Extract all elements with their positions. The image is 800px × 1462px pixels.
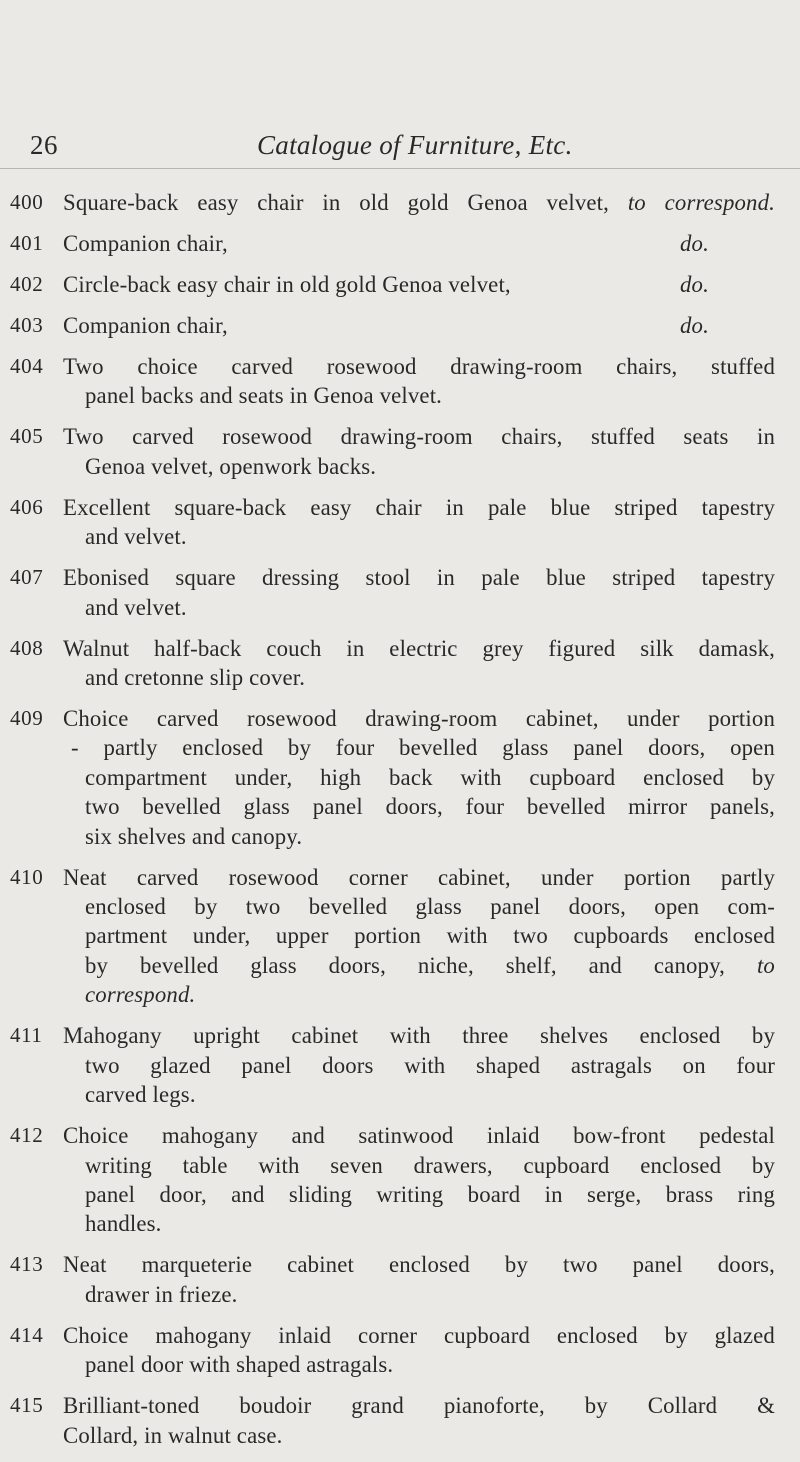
lot-entry [0,1250,800,1309]
lot-list [0,188,800,1462]
ditto-mark: do. [680,272,709,297]
lot-description [63,1121,775,1239]
lot-entry [0,188,800,217]
lot-description [63,422,775,481]
lot-number: 409 [10,706,44,731]
lot-description [63,1321,775,1380]
lot-text-continued: handles. [85,1211,162,1237]
lot-description [63,1250,775,1309]
lot-text-continued: - partly enclosed by four bevelled glass panel doors, open [71,735,775,761]
lot-number: 415 [10,1393,44,1418]
lot-text-continued: and velvet. [85,594,187,620]
lot-description [63,863,775,1010]
lot-text: Two choice carved rosewood drawing-room chairs, stuffed [63,354,775,379]
lot-entry [0,863,800,1010]
lot-text-continued [63,980,775,1009]
lot-number: 401 [10,231,44,255]
lot-text-continued: two bevelled glass panel doors, four bevelled mirror panels, [85,794,775,820]
lot-description [63,563,775,622]
lot-description [63,352,775,411]
lot-description [63,634,775,693]
lot-text-continued: panel door, and sliding writing board in serge, brass ring [85,1181,775,1207]
lot-entry [0,352,800,411]
lot-text-continued: and cretonne slip cover. [85,665,306,691]
lot-number: 404 [10,354,44,378]
lot-number: 402 [10,272,44,296]
lot-text-continued [63,951,775,980]
lot-text: Two carved rosewood drawing-room chairs, stuffed seats in [63,424,775,450]
lot-text-continued: carved legs. [85,1082,196,1108]
lot-text: Choice carved rosewood drawing-room cabinet, under portion [63,706,775,732]
lot-description [63,188,775,217]
lot-entry [0,563,800,622]
lot-entry [0,634,800,693]
lot-entry [0,270,800,299]
running-title: Catalogue of Furniture, Etc. [257,130,573,160]
lot-text-continued: enclosed by two bevelled glass panel doors, open com- [85,894,775,920]
lot-text: Choice mahogany inlaid corner cupboard enclosed by glazed [63,1322,775,1348]
header-rule [0,168,800,169]
lot-text: Mahogany upright cabinet with three shelves enclosed by [63,1023,775,1049]
lot-text: Neat marqueterie cabinet enclosed by two panel doors, [63,1252,775,1278]
lot-text-continued: and velvet. [85,524,187,550]
lot-description [63,229,775,258]
lot-entry [0,1021,800,1109]
lot-number: 412 [10,1123,44,1148]
lot-text-continued: panel door with shaped astragals. [85,1352,394,1378]
lot-number: 414 [10,1322,44,1347]
lot-description [63,311,775,340]
page-number: 26 [30,130,58,160]
lot-entry [0,704,800,851]
lot-text-continued: compartment under, high back with cupboard enclosed by [85,764,775,790]
lot-description [63,270,775,299]
lot-text: Companion chair, [63,313,228,338]
lot-entry [0,422,800,481]
page-header [0,130,800,170]
lot-description [63,704,775,851]
lot-text-fragment: by bevelled glass doors, niche, shelf, and canopy, [85,952,726,978]
lot-text-continued: drawer in frieze. [85,1281,238,1307]
lot-entry [0,1321,800,1380]
lot-number: 408 [10,635,44,660]
lot-note: correspond. [85,982,196,1008]
lot-text: Choice mahogany and satinwood inlaid bow-front pedestal [63,1123,775,1149]
lot-text: Companion chair, [63,231,228,256]
lot-entry [0,493,800,552]
lot-text-continued: Collard, in walnut case. [63,1422,283,1448]
lot-text: Neat carved rosewood corner cabinet, under portion partly [63,864,775,890]
lot-number: 400 [10,190,44,214]
lot-text-continued: writing table with seven drawers, cupboard enclosed by [85,1152,775,1178]
lot-note: to [756,952,775,978]
lot-text: Brilliant-toned boudoir grand pianoforte, by Collard & [63,1393,775,1419]
ditto-mark: do. [680,313,709,338]
lot-description [63,1021,775,1109]
lot-entry [0,1391,800,1450]
lot-text-continued: partment under, upper portion with two cupboards enclosed [85,923,775,949]
lot-description [63,493,775,552]
lot-text: Ebonised square dressing stool in pale blue striped tapestry [63,565,775,591]
lot-text: Circle-back easy chair in old gold Genoa velvet, [63,272,511,297]
lot-number: 406 [10,494,44,519]
lot-text: Walnut half-back couch in electric grey figured silk damask, [63,635,775,661]
lot-text-continued: Genoa velvet, openwork backs. [85,453,377,479]
lot-entry [0,229,800,258]
lot-number: 403 [10,313,44,337]
lot-number: 413 [10,1252,44,1277]
lot-text: Square-back easy chair in old gold Genoa velvet, [63,190,610,215]
lot-note: to correspond. [627,190,775,215]
lot-number: 411 [10,1023,43,1048]
lot-number: 405 [10,424,44,449]
lot-text-continued: two glazed panel doors with shaped astragals on four [85,1052,775,1078]
lot-description [63,1391,775,1450]
lot-text: Excellent square-back easy chair in pale blue striped tapestry [63,494,775,520]
lot-entry [0,311,800,340]
ditto-mark: do. [680,231,709,256]
lot-text-continued: panel backs and seats in Genoa velvet. [85,383,443,409]
lot-number: 410 [10,864,44,889]
lot-number: 407 [10,565,44,590]
lot-text-continued: six shelves and canopy. [85,823,303,849]
lot-entry [0,1121,800,1239]
